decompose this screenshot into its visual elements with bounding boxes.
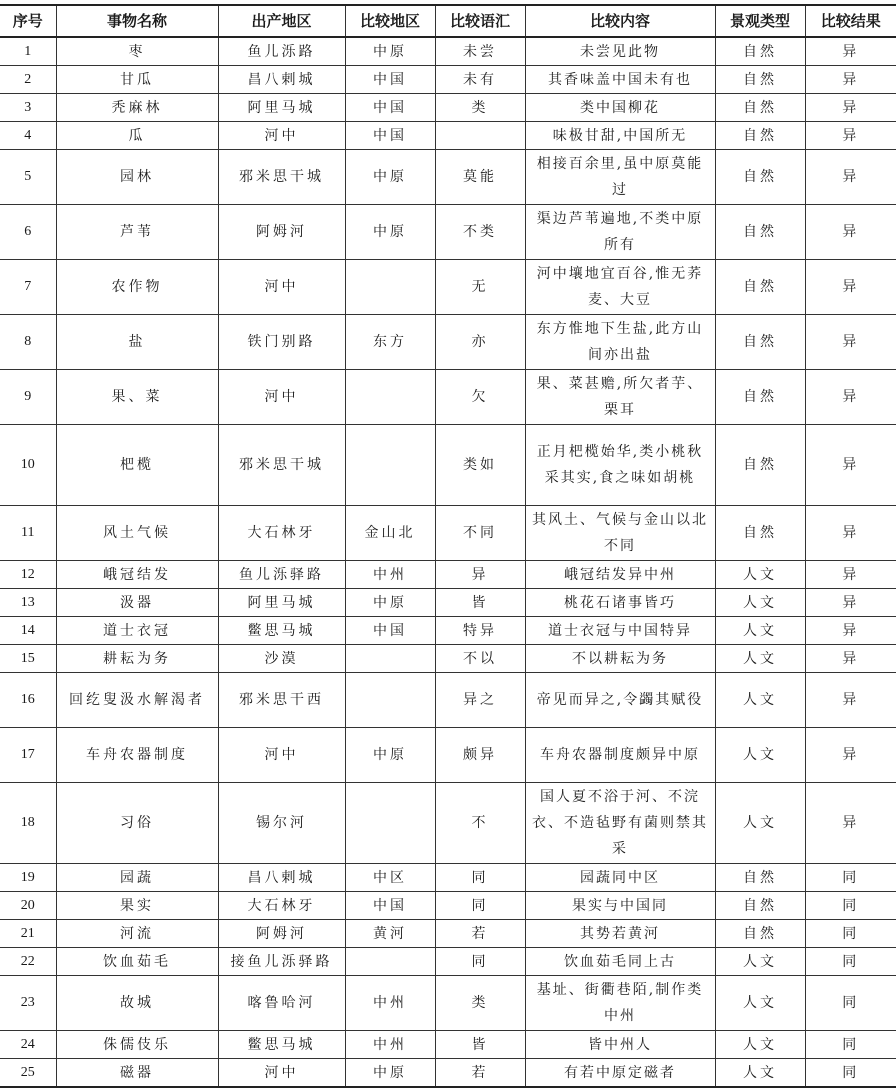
cell-type: 自然: [715, 205, 805, 260]
cell-term: 同: [435, 948, 525, 976]
cell-result: 同: [805, 864, 896, 892]
cell-content: 饮血茹毛同上古: [525, 948, 715, 976]
table-row: [0, 66, 896, 94]
cell-content: 园蔬同中区: [525, 864, 715, 892]
cell-result: 异: [805, 150, 896, 205]
header-no: 序号: [0, 5, 56, 37]
cell-result: 同: [805, 1059, 896, 1088]
cell-content: 果实与中国同: [525, 892, 715, 920]
cell-origin: 锡尔河: [218, 783, 345, 864]
cell-result: 异: [805, 37, 896, 66]
cell-content: 未尝见此物: [525, 37, 715, 66]
cell-compare-region: [345, 948, 435, 976]
cell-result: 异: [805, 66, 896, 94]
cell-result: 异: [805, 94, 896, 122]
comparison-table: [0, 4, 896, 1088]
table-row: [0, 122, 896, 150]
table-row: [0, 948, 896, 976]
cell-origin: 昌八剌城: [218, 864, 345, 892]
table-row: [0, 425, 896, 506]
table-row: [0, 150, 896, 205]
cell-result: 同: [805, 892, 896, 920]
cell-name: 磁器: [56, 1059, 218, 1088]
cell-no: 21: [0, 920, 56, 948]
cell-term: 亦: [435, 315, 525, 370]
cell-term: 欠: [435, 370, 525, 425]
cell-no: 18: [0, 783, 56, 864]
cell-no: 17: [0, 728, 56, 783]
header-compare-region: 比较地区: [345, 5, 435, 37]
cell-name: 枣: [56, 37, 218, 66]
cell-name: 杷榄: [56, 425, 218, 506]
cell-no: 15: [0, 645, 56, 673]
cell-origin: 河中: [218, 122, 345, 150]
cell-no: 6: [0, 205, 56, 260]
cell-type: 人文: [715, 728, 805, 783]
cell-result: 异: [805, 425, 896, 506]
cell-name: 甘瓜: [56, 66, 218, 94]
cell-content: 渠边芦苇遍地,不类中原所有: [525, 205, 715, 260]
cell-content: 相接百余里,虽中原莫能过: [525, 150, 715, 205]
cell-compare-region: 中国: [345, 94, 435, 122]
cell-compare-region: 中原: [345, 205, 435, 260]
cell-result: 同: [805, 1031, 896, 1059]
cell-type: 人文: [715, 948, 805, 976]
cell-name: 果实: [56, 892, 218, 920]
table-row: [0, 1031, 896, 1059]
cell-name: 农作物: [56, 260, 218, 315]
cell-term: 若: [435, 920, 525, 948]
cell-result: 异: [805, 370, 896, 425]
cell-result: 异: [805, 122, 896, 150]
header-name: 事物名称: [56, 5, 218, 37]
cell-name: 回纥叟汲水解渴者: [56, 673, 218, 728]
cell-content: 正月杷榄始华,类小桃秋采其实,食之味如胡桃: [525, 425, 715, 506]
table-row: [0, 892, 896, 920]
cell-term: 类: [435, 94, 525, 122]
cell-term: 异: [435, 561, 525, 589]
table-row: [0, 864, 896, 892]
cell-origin: 大石林牙: [218, 506, 345, 561]
cell-no: 22: [0, 948, 56, 976]
cell-origin: 鳖思马城: [218, 617, 345, 645]
cell-origin: 阿里马城: [218, 94, 345, 122]
table-row: [0, 561, 896, 589]
cell-compare-region: [345, 645, 435, 673]
cell-type: 自然: [715, 370, 805, 425]
cell-compare-region: [345, 425, 435, 506]
cell-type: 自然: [715, 506, 805, 561]
cell-content: 东方惟地下生盐,此方山间亦出盐: [525, 315, 715, 370]
cell-compare-region: 中原: [345, 1059, 435, 1088]
cell-origin: 接鱼儿泺驿路: [218, 948, 345, 976]
cell-term: 特异: [435, 617, 525, 645]
header-result: 比较结果: [805, 5, 896, 37]
cell-origin: 沙漠: [218, 645, 345, 673]
cell-term: 不类: [435, 205, 525, 260]
cell-type: 自然: [715, 425, 805, 506]
cell-content: 其风土、气候与金山以北不同: [525, 506, 715, 561]
cell-name: 汲器: [56, 589, 218, 617]
cell-origin: 邪米思干西: [218, 673, 345, 728]
cell-type: 自然: [715, 94, 805, 122]
cell-compare-region: 中区: [345, 864, 435, 892]
cell-no: 25: [0, 1059, 56, 1088]
cell-term: 类如: [435, 425, 525, 506]
cell-origin: 邪米思干城: [218, 150, 345, 205]
cell-compare-region: [345, 783, 435, 864]
cell-content: 有若中原定磁者: [525, 1059, 715, 1088]
cell-no: 16: [0, 673, 56, 728]
cell-term: 若: [435, 1059, 525, 1088]
cell-type: 人文: [715, 673, 805, 728]
cell-no: 4: [0, 122, 56, 150]
cell-type: 人文: [715, 976, 805, 1031]
cell-compare-region: 中国: [345, 122, 435, 150]
cell-compare-region: 中州: [345, 976, 435, 1031]
cell-origin: 阿姆河: [218, 920, 345, 948]
cell-compare-region: 中国: [345, 66, 435, 94]
cell-name: 故城: [56, 976, 218, 1031]
table-row: [0, 920, 896, 948]
cell-type: 自然: [715, 260, 805, 315]
cell-origin: 大石林牙: [218, 892, 345, 920]
cell-no: 12: [0, 561, 56, 589]
cell-type: 自然: [715, 37, 805, 66]
cell-content: 不以耕耘为务: [525, 645, 715, 673]
header-origin: 出产地区: [218, 5, 345, 37]
table-row: [0, 976, 896, 1031]
cell-result: 异: [805, 315, 896, 370]
cell-compare-region: 金山北: [345, 506, 435, 561]
table-row: [0, 370, 896, 425]
cell-no: 19: [0, 864, 56, 892]
cell-content: 类中国柳花: [525, 94, 715, 122]
cell-origin: 鱼儿泺路: [218, 37, 345, 66]
cell-compare-region: 中原: [345, 728, 435, 783]
cell-term: 莫能: [435, 150, 525, 205]
cell-name: 园蔬: [56, 864, 218, 892]
cell-origin: 昌八剌城: [218, 66, 345, 94]
cell-name: 芦苇: [56, 205, 218, 260]
cell-compare-region: 中原: [345, 37, 435, 66]
header-term: 比较语汇: [435, 5, 525, 37]
cell-origin: 鳖思马城: [218, 1031, 345, 1059]
cell-result: 异: [805, 783, 896, 864]
cell-name: 饮血茹毛: [56, 948, 218, 976]
cell-no: 5: [0, 150, 56, 205]
cell-type: 自然: [715, 315, 805, 370]
cell-name: 车舟农器制度: [56, 728, 218, 783]
cell-no: 10: [0, 425, 56, 506]
header-content: 比较内容: [525, 5, 715, 37]
cell-origin: 河中: [218, 260, 345, 315]
cell-compare-region: 中州: [345, 1031, 435, 1059]
cell-result: 异: [805, 673, 896, 728]
cell-content: 其势若黄河: [525, 920, 715, 948]
table-row: [0, 728, 896, 783]
cell-type: 人文: [715, 783, 805, 864]
cell-term: 皆: [435, 589, 525, 617]
cell-term: 同: [435, 892, 525, 920]
table-row: [0, 617, 896, 645]
cell-term: 未有: [435, 66, 525, 94]
cell-compare-region: [345, 260, 435, 315]
cell-origin: 铁门别路: [218, 315, 345, 370]
cell-content: 车舟农器制度颇异中原: [525, 728, 715, 783]
cell-no: 2: [0, 66, 56, 94]
table-row: [0, 37, 896, 66]
cell-result: 异: [805, 617, 896, 645]
cell-term: 皆: [435, 1031, 525, 1059]
table-row: [0, 673, 896, 728]
cell-origin: 喀鲁哈河: [218, 976, 345, 1031]
cell-no: 11: [0, 506, 56, 561]
cell-content: 基址、街衢巷陌,制作类中州: [525, 976, 715, 1031]
cell-content: 果、菜甚赡,所欠者芋、栗耳: [525, 370, 715, 425]
table-row: [0, 506, 896, 561]
cell-term: 未尝: [435, 37, 525, 66]
cell-content: 道士衣冠与中国特异: [525, 617, 715, 645]
cell-content: 其香味盖中国未有也: [525, 66, 715, 94]
cell-result: 异: [805, 561, 896, 589]
cell-type: 人文: [715, 561, 805, 589]
cell-content: 河中壤地宜百谷,惟无荞麦、大豆: [525, 260, 715, 315]
table-row: [0, 315, 896, 370]
table-row: [0, 260, 896, 315]
cell-name: 峨冠结发: [56, 561, 218, 589]
cell-compare-region: 中国: [345, 892, 435, 920]
cell-name: 盐: [56, 315, 218, 370]
cell-result: 异: [805, 645, 896, 673]
cell-compare-region: 黄河: [345, 920, 435, 948]
cell-origin: 邪米思干城: [218, 425, 345, 506]
cell-no: 1: [0, 37, 56, 66]
cell-content: 国人夏不浴于河、不浣衣、不造毡野有菌则禁其采: [525, 783, 715, 864]
cell-name: 秃麻林: [56, 94, 218, 122]
table-row: [0, 645, 896, 673]
cell-result: 异: [805, 506, 896, 561]
cell-content: 味极甘甜,中国所无: [525, 122, 715, 150]
cell-origin: 阿里马城: [218, 589, 345, 617]
cell-content: 桃花石诸事皆巧: [525, 589, 715, 617]
cell-name: 侏儒伎乐: [56, 1031, 218, 1059]
table-row: [0, 205, 896, 260]
cell-term: 同: [435, 864, 525, 892]
cell-compare-region: 中原: [345, 589, 435, 617]
cell-no: 3: [0, 94, 56, 122]
cell-term: 不同: [435, 506, 525, 561]
header-row: [0, 5, 896, 37]
cell-term: 颇异: [435, 728, 525, 783]
cell-origin: 河中: [218, 728, 345, 783]
cell-no: 24: [0, 1031, 56, 1059]
cell-result: 异: [805, 728, 896, 783]
cell-term: [435, 122, 525, 150]
cell-origin: 阿姆河: [218, 205, 345, 260]
cell-compare-region: 中原: [345, 150, 435, 205]
table-row: [0, 589, 896, 617]
cell-no: 7: [0, 260, 56, 315]
cell-type: 自然: [715, 150, 805, 205]
cell-term: 无: [435, 260, 525, 315]
table-row: [0, 783, 896, 864]
cell-result: 异: [805, 589, 896, 617]
cell-term: 不以: [435, 645, 525, 673]
cell-name: 果、菜: [56, 370, 218, 425]
cell-compare-region: 中州: [345, 561, 435, 589]
cell-no: 23: [0, 976, 56, 1031]
table-row: [0, 94, 896, 122]
cell-no: 14: [0, 617, 56, 645]
cell-name: 道士衣冠: [56, 617, 218, 645]
cell-name: 习俗: [56, 783, 218, 864]
cell-type: 自然: [715, 892, 805, 920]
cell-result: 同: [805, 920, 896, 948]
cell-result: 异: [805, 260, 896, 315]
cell-type: 人文: [715, 617, 805, 645]
cell-name: 园林: [56, 150, 218, 205]
cell-type: 人文: [715, 1059, 805, 1088]
cell-origin: 鱼儿泺驿路: [218, 561, 345, 589]
cell-no: 13: [0, 589, 56, 617]
header-type: 景观类型: [715, 5, 805, 37]
cell-compare-region: 中国: [345, 617, 435, 645]
cell-result: 异: [805, 205, 896, 260]
cell-name: 风土气候: [56, 506, 218, 561]
cell-type: 人文: [715, 589, 805, 617]
cell-type: 人文: [715, 645, 805, 673]
cell-name: 河流: [56, 920, 218, 948]
cell-origin: 河中: [218, 370, 345, 425]
table-body: [0, 37, 896, 1087]
cell-name: 耕耘为务: [56, 645, 218, 673]
cell-no: 20: [0, 892, 56, 920]
cell-content: 皆中州人: [525, 1031, 715, 1059]
cell-result: 同: [805, 976, 896, 1031]
cell-term: 不: [435, 783, 525, 864]
cell-type: 自然: [715, 864, 805, 892]
cell-result: 同: [805, 948, 896, 976]
table-row: [0, 1059, 896, 1088]
cell-name: 瓜: [56, 122, 218, 150]
cell-no: 9: [0, 370, 56, 425]
cell-compare-region: 东方: [345, 315, 435, 370]
cell-type: 自然: [715, 66, 805, 94]
cell-type: 人文: [715, 1031, 805, 1059]
cell-term: 异之: [435, 673, 525, 728]
cell-origin: 河中: [218, 1059, 345, 1088]
cell-content: 帝见而异之,令蠲其赋役: [525, 673, 715, 728]
cell-no: 8: [0, 315, 56, 370]
cell-content: 峨冠结发异中州: [525, 561, 715, 589]
cell-compare-region: [345, 370, 435, 425]
cell-type: 自然: [715, 122, 805, 150]
cell-term: 类: [435, 976, 525, 1031]
cell-type: 自然: [715, 920, 805, 948]
cell-compare-region: [345, 673, 435, 728]
